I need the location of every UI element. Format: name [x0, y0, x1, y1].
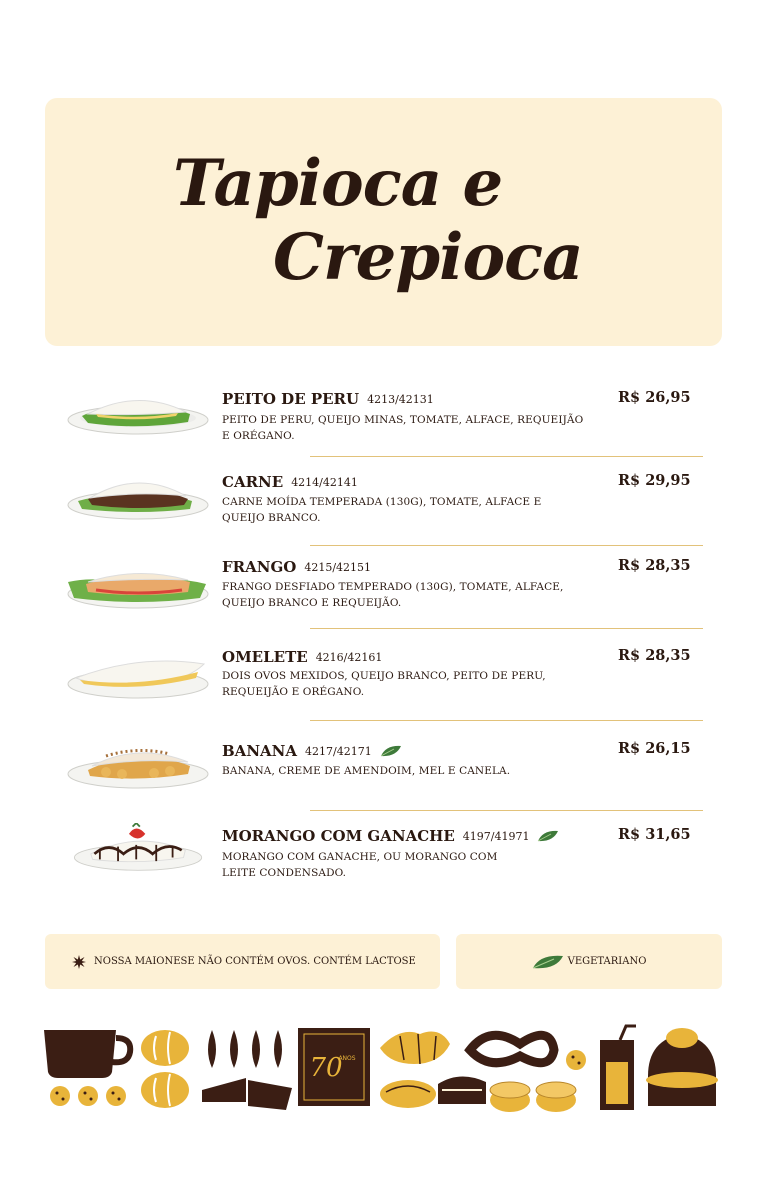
- mayonnaise-note-text: NOSSA MAIONESE NÃO CONTÉM OVOS. CONTÉM LACTOSE: [94, 956, 416, 967]
- item-price: R$ 31,65: [618, 826, 691, 843]
- page-title-line-2: Crepioca: [273, 220, 583, 295]
- anniversary-seal-icon: [298, 1028, 370, 1106]
- item-code: 4214/42141: [291, 475, 358, 489]
- wheat-icon: [208, 1030, 282, 1068]
- item-description: DOIS OVOS MEXIDOS, QUEIJO BRANCO, PEITO DE PERU, REQUEIJÃO E ORÉGANO.: [222, 670, 546, 698]
- item-title: [222, 558, 371, 576]
- carne-photo: [66, 471, 211, 521]
- pretzel-icon: [470, 1035, 554, 1062]
- item-title: [222, 827, 559, 845]
- frango-photo: [66, 560, 211, 610]
- divider: [310, 810, 703, 811]
- vegetarian-leaf-icon: [532, 954, 564, 970]
- omelete-photo: [66, 650, 211, 700]
- item-description: BANANA, CREME DE AMENDOIM, MEL E CANELA.: [222, 765, 511, 777]
- star-burst-icon: [72, 955, 86, 969]
- seal-number: 70: [309, 1053, 343, 1083]
- page-title-line-1: Tapioca e: [173, 146, 503, 221]
- item-description: PEITO DE PERU, QUEIJO MINAS, TOMATE, ALFACE, REQUEIJÃO E ORÉGANO.: [222, 414, 584, 442]
- bakery-illustrations: [40, 1020, 730, 1120]
- item-price: R$ 28,35: [618, 647, 691, 664]
- vegetarian-leaf-icon: [537, 830, 559, 842]
- item-code: 4217/42171: [305, 744, 372, 758]
- item-title: [222, 648, 382, 666]
- cream-puff-icon: [646, 1028, 718, 1106]
- small-cookie-icon: [566, 1050, 586, 1070]
- item-title: [222, 390, 434, 408]
- item-code: 4215/42151: [304, 560, 372, 574]
- item-name: MORANGO COM GANACHE: [222, 827, 455, 845]
- peito-de-peru-photo: [66, 386, 211, 436]
- iced-drink-icon: [600, 1026, 636, 1110]
- item-title: [222, 742, 402, 760]
- item-code: 4197/41971: [462, 829, 530, 843]
- item-description: CARNE MOÍDA TEMPERADA (130G), TOMATE, ALFACE E QUEIJO BRANCO.: [222, 496, 542, 524]
- morango-com-ganache-photo: [66, 823, 211, 873]
- banana-photo: [66, 740, 211, 790]
- divider: [310, 545, 703, 546]
- item-name: BANANA: [222, 742, 298, 760]
- item-price: R$ 26,15: [618, 740, 691, 757]
- item-name: PEITO DE PERU: [222, 390, 360, 408]
- divider: [310, 720, 703, 721]
- divider: [310, 456, 703, 457]
- divider: [310, 628, 703, 629]
- item-name: FRANGO: [222, 558, 297, 576]
- vegetarian-leaf-icon: [380, 745, 402, 757]
- title-banner: [45, 98, 722, 346]
- seal-word: ANOS: [338, 1055, 356, 1062]
- item-code: 4213/42131: [367, 392, 434, 406]
- item-description: FRANGO DESFIADO TEMPERADO (130G), TOMATE, ALFACE, QUEIJO BRANCO E REQUEIJÃO.: [222, 581, 564, 609]
- cinnamon-rolls-icon: [490, 1082, 576, 1112]
- item-price: R$ 26,95: [618, 389, 691, 406]
- mayonnaise-note: [45, 934, 440, 989]
- item-code: 4216/42161: [315, 650, 383, 664]
- bread-rolls-icon: [141, 1030, 189, 1108]
- cake-slices-icon: [202, 1078, 292, 1110]
- item-name: OMELETE: [222, 648, 308, 666]
- vegetarian-legend-text: VEGETARIANO: [567, 956, 647, 967]
- vegetarian-legend: [456, 934, 722, 989]
- item-description: MORANGO COM GANACHE, OU MORANGO COM LEITE CONDENSADO.: [222, 851, 498, 879]
- sandwich-icon: [438, 1076, 486, 1104]
- item-price: R$ 28,35: [618, 557, 691, 574]
- item-title: [222, 473, 358, 491]
- item-price: R$ 29,95: [618, 472, 691, 489]
- item-name: CARNE: [222, 473, 284, 491]
- coffee-cup-icon: [44, 1030, 130, 1078]
- cookies-icon: [50, 1086, 126, 1106]
